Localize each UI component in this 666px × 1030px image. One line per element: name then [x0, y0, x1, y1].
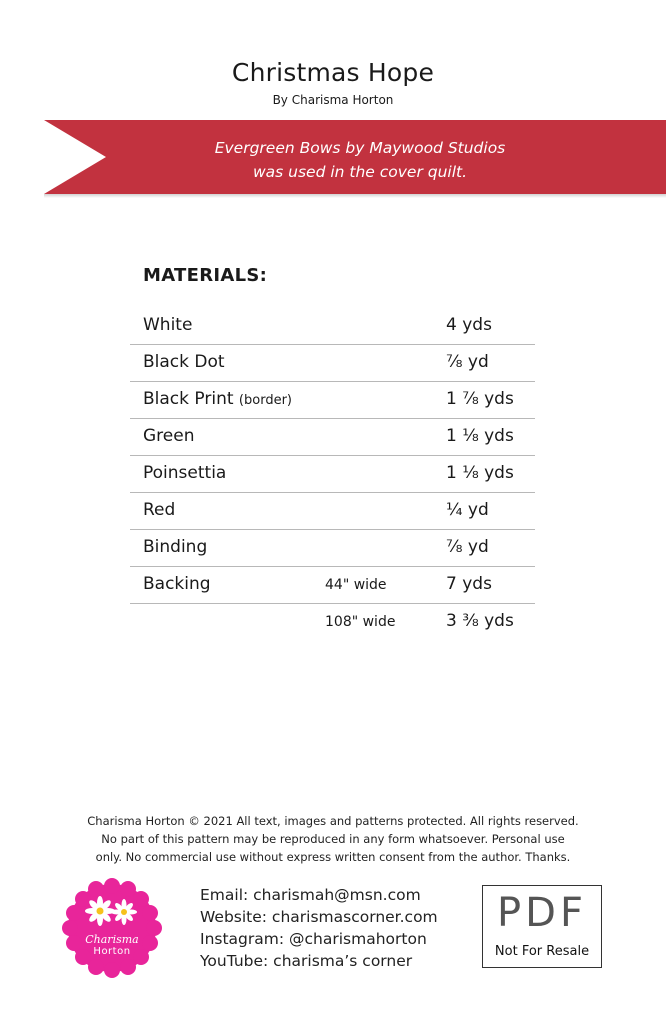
logo-subtitle: Horton — [93, 946, 131, 957]
logo-badge-shape — [62, 878, 162, 978]
material-width: 44" wide — [325, 577, 387, 593]
materials-heading: MATERIALS: — [143, 265, 268, 286]
material-quantity: 1 ⅛ yds — [446, 463, 514, 483]
copyright-line: Charisma Horton © 2021 All text, images and patterns protected. All rights reserved. — [87, 814, 579, 828]
materials-row — [130, 345, 535, 382]
logo-name: Charisma — [85, 933, 139, 946]
material-name: Red — [143, 500, 176, 520]
fabric-banner — [0, 118, 666, 198]
material-quantity: 1 ⅞ yds — [446, 389, 514, 409]
contact-youtube: YouTube: charisma’s corner — [200, 952, 413, 970]
pdf-note: Not For Resale — [494, 944, 590, 959]
material-width: 108" wide — [325, 614, 396, 630]
materials-row — [130, 419, 535, 456]
pdf-label: PDF — [497, 890, 587, 936]
contact-info — [200, 884, 438, 972]
materials-row — [130, 456, 535, 493]
materials-row — [130, 604, 535, 640]
contact-email: Email: charismah@msn.com — [200, 886, 421, 904]
material-quantity: 1 ⅛ yds — [446, 426, 514, 446]
material-name: Poinsettia — [143, 463, 227, 483]
contact-website: Website: charismascorner.com — [200, 908, 438, 926]
banner-text — [150, 136, 570, 184]
materials-row — [130, 530, 535, 567]
materials-row — [130, 308, 535, 345]
author-byline: By Charisma Horton — [272, 93, 394, 107]
material-note: (border) — [238, 393, 292, 408]
materials-row — [130, 382, 535, 419]
copyright-line: No part of this pattern may be reproduced in any form whatsoever. Personal use — [101, 832, 565, 846]
materials-row — [130, 493, 535, 530]
material-quantity: ¼ yd — [446, 500, 489, 520]
banner-line-1: Evergreen Bows by Maywood Studios — [214, 139, 506, 157]
copyright-notice — [60, 812, 606, 866]
material-name: Backing — [143, 574, 211, 594]
material-name: Black Print (border) — [143, 389, 292, 409]
banner-line-2: was used in the cover quilt. — [252, 163, 468, 181]
material-quantity: 7 yds — [446, 574, 492, 594]
pattern-title: Christmas Hope — [231, 58, 435, 87]
material-quantity: ⅞ yd — [446, 537, 489, 557]
material-name: Green — [143, 426, 195, 446]
material-name: Black Dot — [143, 352, 225, 372]
materials-table — [130, 308, 535, 640]
material-name: Binding — [143, 537, 208, 557]
charisma-logo — [62, 878, 162, 978]
copyright-line: only. No commercial use without express written consent from the author. Thanks. — [95, 850, 571, 864]
materials-row — [130, 567, 535, 604]
material-quantity: 3 ⅜ yds — [446, 611, 514, 631]
material-quantity: ⅞ yd — [446, 352, 489, 372]
material-quantity: 4 yds — [446, 315, 492, 335]
pdf-not-for-resale-badge — [482, 885, 602, 968]
contact-instagram: Instagram: @charismahorton — [200, 930, 427, 948]
material-name: White — [143, 315, 193, 335]
